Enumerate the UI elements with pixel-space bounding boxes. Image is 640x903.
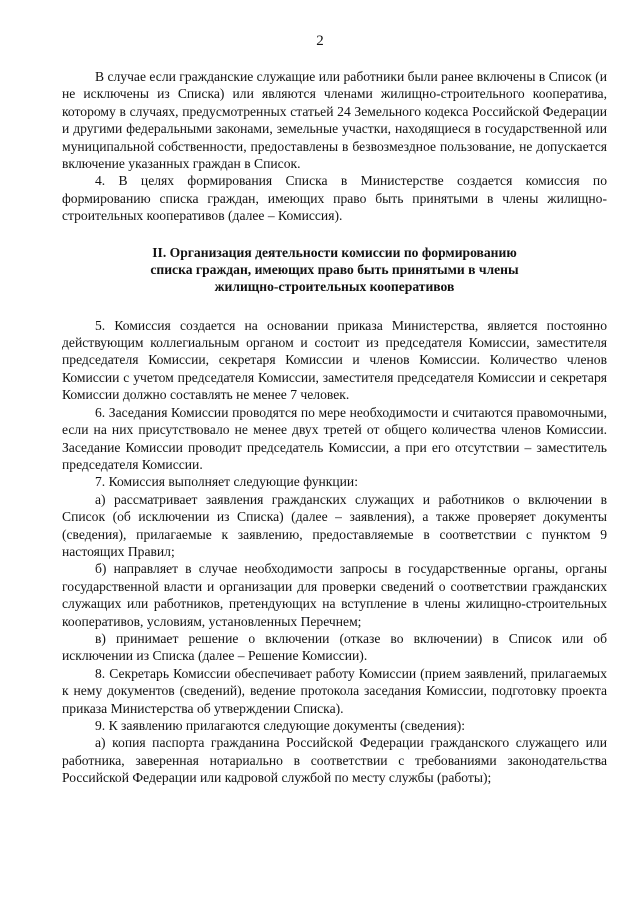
paragraph-9a: а) копия паспорта гражданина Российской Федерации гражданского служащего или работника, заверенная нотариально в соответствии с требованиями законодательства Российской Федерации или кадровой службой по месту службы (работы);: [62, 735, 607, 786]
paragraph-4: 4. В целях формирования Списка в Министерстве создается комиссия по формированию списка граждан, имеющих право быть принятыми в члены жилищно-строительных кооперативов (далее – Комиссия).: [62, 173, 607, 224]
paragraph-9: 9. К заявлению прилагаются следующие документы (сведения):: [95, 718, 466, 733]
paragraph-list-exclusion: В случае если гражданские служащие или работники были ранее включены в Список (и не исключены из Списка) или являются членами жилищно-строительного кооператива, которому в случаях, предусмотренных статьей 24 Земельного кодекса Российской Федерации и другими федеральными законами, земельные участки, находящиеся в государственной или муниципальной собственности, предоставлены в безвозмездное пользование, не допускается включение указанных граждан в Список.: [62, 69, 607, 172]
paragraph-7a: а) рассматривает заявления гражданских служащих и работников о включении в Список (об исключении из Списка) (далее – заявления), а также проверяет документы (сведения), прилагаемые к заявлению, предоставляемые в соответствии с пунктом 9 настоящих Правил;: [62, 491, 607, 559]
section-heading-line-3: жилищно-строительных кооперативов: [214, 278, 455, 294]
document-body: [62, 68, 607, 787]
section-heading: [62, 244, 607, 295]
paragraph-5: 5. Комиссия создается на основании приказа Министерства, является постоянно действующим коллегиальным органом и состоит из председателя Комиссии, заместителя председателя Комиссии, секретаря Комиссии и членов Комиссии. Количество членов Комиссии с учетом председателя Комиссии, заместителя председателя Комиссии и секретаря Комиссии должно составлять не менее 7 человек.: [62, 317, 607, 403]
paragraph-6: 6. Заседания Комиссии проводятся по мере необходимости и считаются правомочными, если на них присутствовало не менее двух третей от общего количества членов Комиссии. Заседание Комиссии проводит председатель Комиссии, а при его отсутствии – заместитель председателя Комиссии.: [62, 404, 607, 472]
page-number: 2: [316, 33, 324, 49]
paragraph-7: 7. Комиссия выполняет следующие функции:: [95, 474, 358, 490]
paragraph-7v: в) принимает решение о включении (отказе во включении) в Список или об исключении из Списка (далее – Решение Комиссии).: [62, 630, 607, 664]
section-heading-line-1: II. Организация деятельности комиссии по формированию: [152, 244, 517, 260]
section-heading-line-2: списка граждан, имеющих право быть принятыми в члены: [150, 261, 519, 277]
paragraph-8: 8. Секретарь Комиссии обеспечивает работу Комиссии (прием заявлений, прилагаемых к нему документов (сведений), ведение протокола заседания Комиссии, подготовку проекта приказа Министерства об утверждении Списка).: [62, 665, 607, 716]
paragraph-7b: б) направляет в случае необходимости запросы в государственные органы, органы государственной власти и организации для проверки сведений о соответствии гражданских служащих или работников, претендующих на вступление в члены жилищно-строительных кооперативов, условиям, установленных Перечнем;: [62, 561, 607, 629]
